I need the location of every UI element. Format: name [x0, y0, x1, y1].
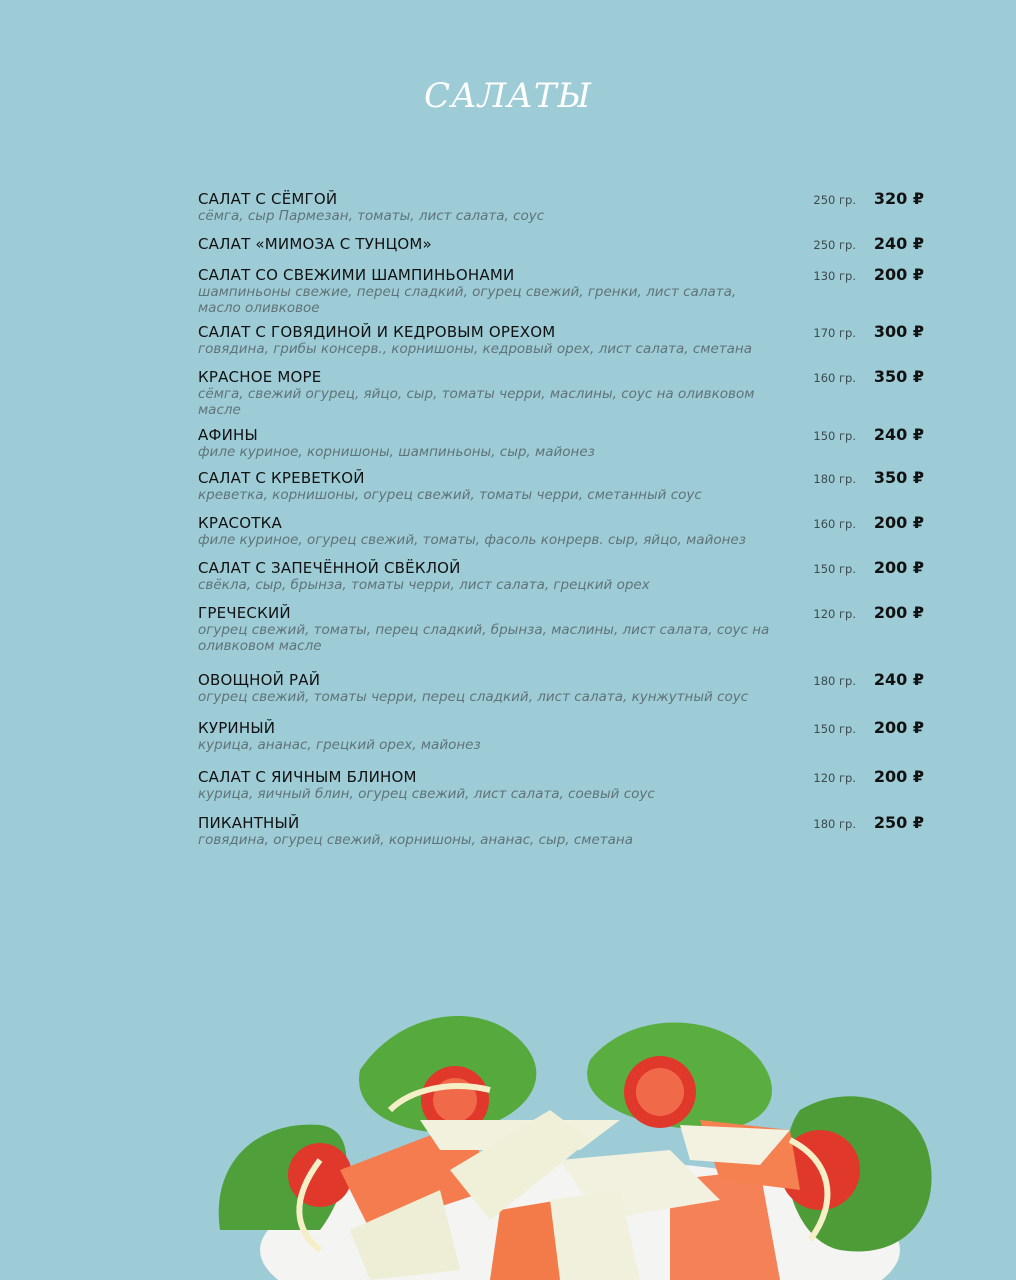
item-description: курица, яичный блин, огурец свежий, лист салата, соевый соус	[198, 786, 655, 802]
item-price: 250 ₽	[873, 813, 924, 832]
item-price: 240 ₽	[873, 234, 924, 253]
item-weight: 120 гр.	[813, 607, 856, 621]
menu-item	[198, 768, 928, 802]
item-name: ГРЕЧЕСКИЙ	[198, 604, 291, 622]
menu-item	[198, 235, 928, 253]
item-description: курица, ананас, грецкий орех, майонез	[198, 737, 481, 753]
menu-item	[198, 514, 928, 548]
item-name: АФИНЫ	[198, 426, 258, 444]
item-name: ОВОЩНОЙ РАЙ	[198, 671, 321, 689]
item-description: сёмга, сыр Пармезан, томаты, лист салата, соус	[198, 208, 545, 224]
item-weight: 170 гр.	[813, 326, 856, 340]
item-price: 240 ₽	[873, 425, 924, 444]
item-price: 200 ₽	[873, 603, 924, 622]
page-title: САЛАТЫ	[423, 76, 592, 116]
item-weight: 180 гр.	[813, 472, 856, 486]
item-price: 200 ₽	[873, 513, 924, 532]
item-name: САЛАТ С ЗАПЕЧЁННОЙ СВЁКЛОЙ	[198, 559, 461, 577]
item-name: САЛАТ С ГОВЯДИНОЙ И КЕДРОВЫМ ОРЕХОМ	[198, 323, 556, 341]
item-description: огурец свежий, томаты черри, перец сладкий, лист салата, кунжутный соус	[198, 689, 749, 705]
item-description: филе куриное, корнишоны, шампиньоны, сыр, майонез	[198, 444, 595, 460]
item-description: говядина, огурец свежий, корнишоны, ананас, сыр, сметана	[198, 832, 634, 848]
salad-bowl-icon	[200, 1000, 940, 1280]
menu-item	[198, 814, 928, 848]
item-name: САЛАТ С ЯИЧНЫМ БЛИНОМ	[198, 768, 417, 786]
item-price: 240 ₽	[873, 670, 924, 689]
menu-item	[198, 266, 928, 316]
item-price: 320 ₽	[873, 189, 924, 208]
item-description: говядина, грибы консерв., корнишоны, кедровый орех, лист салата, сметана	[198, 341, 753, 357]
item-description: шампиньоны свежие, перец сладкий, огурец свежий, гренки, лист салата, масло оливковое	[198, 284, 737, 316]
item-price: 350 ₽	[873, 367, 924, 386]
item-name: ПИКАНТНЫЙ	[198, 814, 300, 832]
menu-item	[198, 368, 928, 418]
item-weight: 150 гр.	[813, 562, 856, 576]
item-description: креветка, корнишоны, огурец свежий, томаты черри, сметанный соус	[198, 487, 702, 503]
salmon-piece	[490, 1200, 560, 1280]
item-name: КРАСОТКА	[198, 514, 282, 532]
menu-item	[198, 426, 928, 460]
item-description: филе куриное, огурец свежий, томаты, фасоль конрерв. сыр, яйцо, майонез	[198, 532, 746, 548]
menu-item	[198, 469, 928, 503]
item-weight: 130 гр.	[813, 269, 856, 283]
item-weight: 150 гр.	[813, 429, 856, 443]
menu-item	[198, 719, 928, 753]
item-name: КРАСНОЕ МОРЕ	[198, 368, 322, 386]
item-weight: 250 гр.	[813, 193, 856, 207]
item-weight: 160 гр.	[813, 517, 856, 531]
item-price: 350 ₽	[873, 468, 924, 487]
menu-item	[198, 323, 928, 357]
item-weight: 180 гр.	[813, 817, 856, 831]
item-description: свёкла, сыр, брынза, томаты черри, лист салата, грецкий орех	[198, 577, 650, 593]
item-price: 300 ₽	[873, 322, 924, 341]
item-weight: 160 гр.	[813, 371, 856, 385]
item-weight: 250 гр.	[813, 238, 856, 252]
item-name: САЛАТ С КРЕВЕТКОЙ	[198, 469, 365, 487]
item-price: 200 ₽	[873, 767, 924, 786]
menu-item	[198, 671, 928, 705]
item-description: огурец свежий, томаты, перец сладкий, брынза, маслины, лист салата, соус на оливковом масле	[198, 622, 770, 654]
item-name: САЛАТ СО СВЕЖИМИ ШАМПИНЬОНАМИ	[198, 266, 515, 284]
item-price: 200 ₽	[873, 718, 924, 737]
item-weight: 180 гр.	[813, 674, 856, 688]
tomato-inner	[636, 1068, 684, 1116]
item-weight: 120 гр.	[813, 771, 856, 785]
tomato-slice	[288, 1143, 352, 1207]
item-description: сёмга, свежий огурец, яйцо, сыр, томаты черри, маслины, соус на оливковом масле	[198, 386, 755, 418]
item-price: 200 ₽	[873, 558, 924, 577]
item-name: САЛАТ «МИМОЗА С ТУНЦОМ»	[198, 235, 432, 253]
item-weight: 150 гр.	[813, 722, 856, 736]
menu-item	[198, 190, 928, 224]
menu-item	[198, 559, 928, 593]
item-price: 200 ₽	[873, 265, 924, 284]
item-name: КУРИНЫЙ	[198, 719, 276, 737]
item-name: САЛАТ С СЁМГОЙ	[198, 190, 338, 208]
menu-item	[198, 604, 928, 654]
